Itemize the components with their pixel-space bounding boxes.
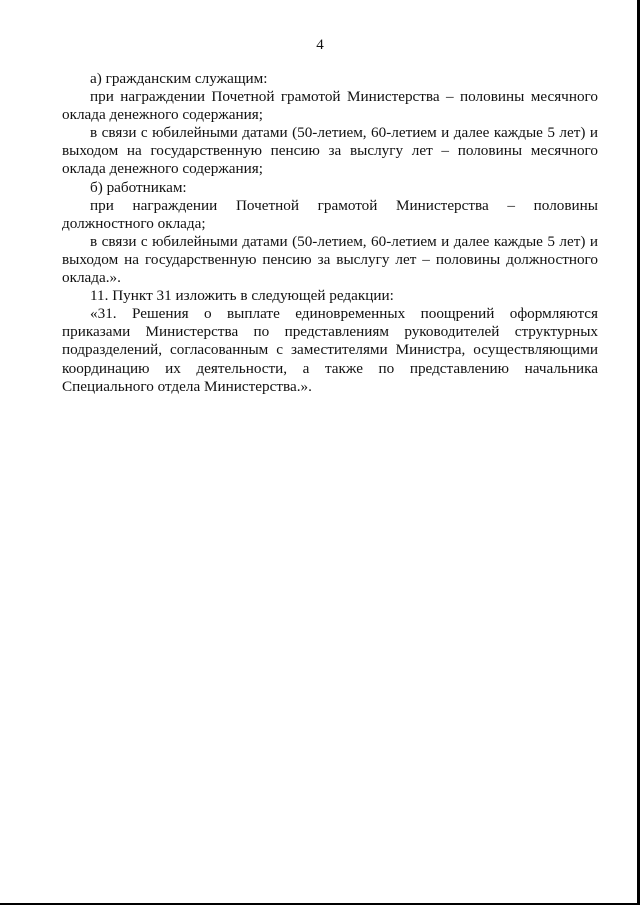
paragraph-civil-servants-award: при награждении Почетной грамотой Министерства – половины месячного оклада денежного содержания; xyxy=(62,88,598,124)
paragraph-item-11: 11. Пункт 31 изложить в следующей редакции: xyxy=(90,287,394,305)
paragraph-civil-servants-jubilee: в связи с юбилейными датами (50-летием, 60-летием и далее каждые 5 лет) и выходом на государственную пенсию за выслугу лет – половины месячного оклада денежного содержания; xyxy=(62,124,598,178)
document-body xyxy=(62,70,598,396)
paragraph-civil-servants-heading: а) гражданским служащим: xyxy=(90,70,268,87)
paragraph-item-31-text: «31. Решения о выплате единовременных поощрений оформляются приказами Министерства по представлениям руководителей структурных подразделений, согласованным с заместителями Министра, осуществляющими координацию их деятельности, а также по представлению начальника Специального отдела Министерства.». xyxy=(62,305,598,395)
paragraph-employees-award: при награждении Почетной грамотой Министерства – половины должностного оклада; xyxy=(62,196,598,232)
paragraph-employees-jubilee: в связи с юбилейными датами (50-летием, 60-летием и далее каждые 5 лет) и выходом на государственную пенсию за выслугу лет – половины должностного оклада.». xyxy=(62,232,598,287)
page-number: 4 xyxy=(316,37,324,53)
paragraph-employees-heading: б) работникам: xyxy=(90,178,187,196)
